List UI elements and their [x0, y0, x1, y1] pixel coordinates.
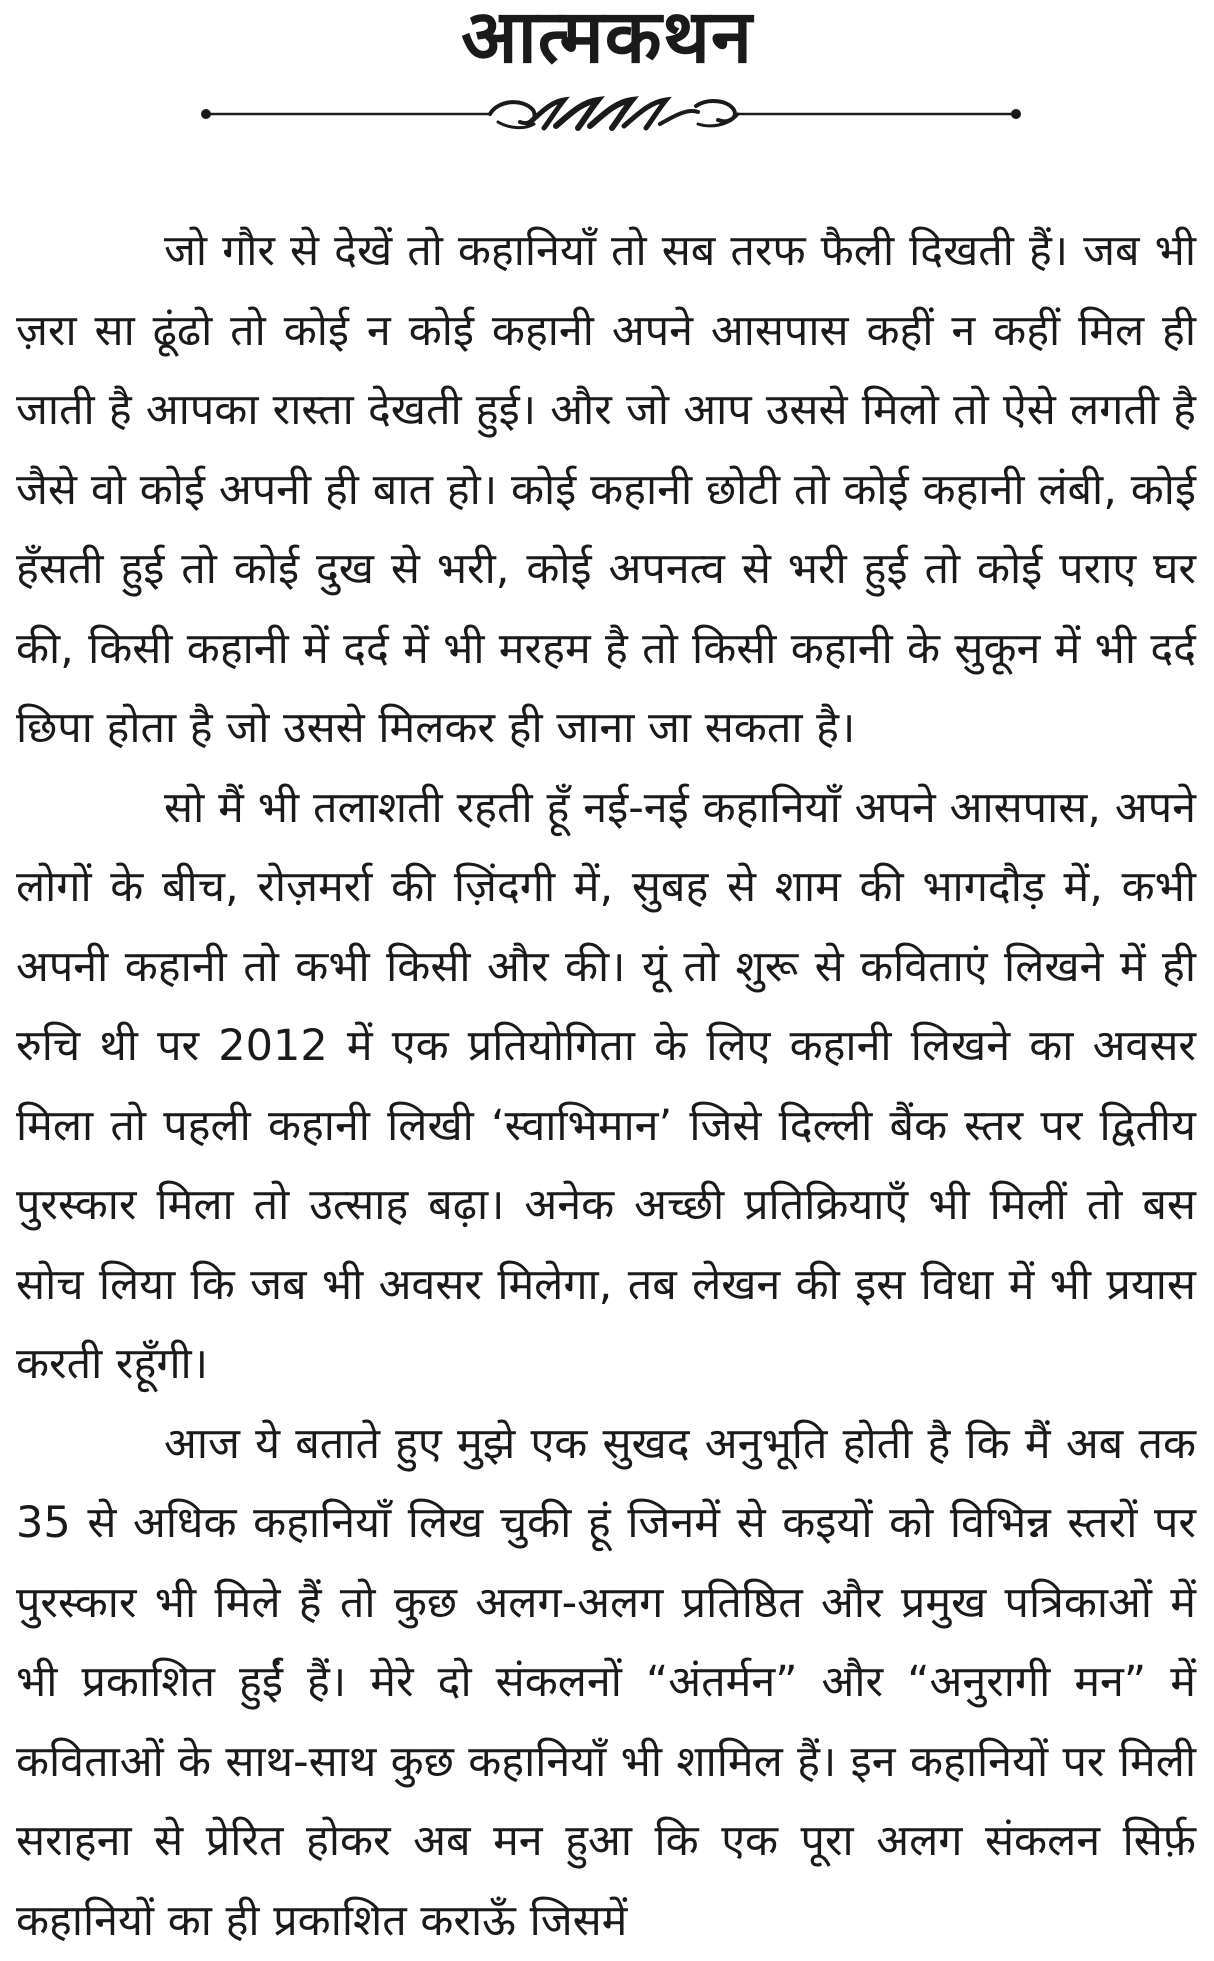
paragraph-1: जो गौर से देखें तो कहानियाँ तो सब तरफ फैली दिखती हैं। जब भी ज़रा सा ढूंढो तो कोई न कोई कहानी अपने आसपास कहीं न कहीं मिल ही जाती है आपका रास्ता देखती हुई। और जो आप उससे मिलो तो ऐसे लगती है जैसे वो कोई अपनी ही बात हो। कोई कहानी छोटी तो कोई कहानी लंबी, कोई हँसती हुई तो कोई दुख से भरी, कोई अपनत्व से भरी हुई तो कोई पराए घर की, किसी कहानी में दर्द में भी मरहम है तो किसी कहानी के सुकून में भी दर्द छिपा होता है जो उससे मिलकर ही जाना जा सकता है।: [16, 212, 1196, 769]
page-title: आत्मकथन: [0, 0, 1214, 74]
paragraph-3: आज ये बताते हुए मुझे एक सुखद अनुभूति होती है कि मैं अब तक 35 से अधिक कहानियाँ लिख चुकी हूं जिनमें से कइयों को विभिन्न स्तरों पर पुरस्कार भी मिले हैं तो कुछ अलग-अलग प्रतिष्ठित और प्रमुख पत्रिकाओं में भी प्रकाशित हुईं हैं। मेरे दो संकलनों “अंतर्मन” और “अनुरागी मन” में कविताओं के साथ-साथ कुछ कहानियाँ भी शामिल हैं। इन कहानियों पर मिली सराहना से प्रेरित होकर अब मन हुआ कि एक पूरा अलग संकलन सिर्फ़ कहानियों का ही प्रकाशित कराऊँ जिसमें: [16, 1405, 1196, 1961]
ornament-divider: [198, 88, 1024, 138]
paragraph-2: सो मैं भी तलाशती रहती हूँ नई-नई कहानियाँ अपने आसपास, अपने लोगों के बीच, रोज़मर्रा की ज़िंदगी में, सुबह से शाम की भागदौड़ में, कभी अपनी कहानी तो कभी किसी और की। यूं तो शुरू से कविताएं लिखने में ही रुचि थी पर 2012 में एक प्रतियोगिता के लिए कहानी लिखने का अवसर मिला तो पहली कहानी लिखी ‘स्वाभिमान’ जिसे दिल्ली बैंक स्तर पर द्वितीय पुरस्कार मिला तो उत्साह बढ़ा। अनेक अच्छी प्रतिक्रियाएँ भी मिलीं तो बस सोच लिया कि जब भी अवसर मिलेगा, तब लेखन की इस विधा में भी प्रयास करती रहूँगी।: [16, 769, 1196, 1405]
article-body: [16, 212, 1196, 1961]
